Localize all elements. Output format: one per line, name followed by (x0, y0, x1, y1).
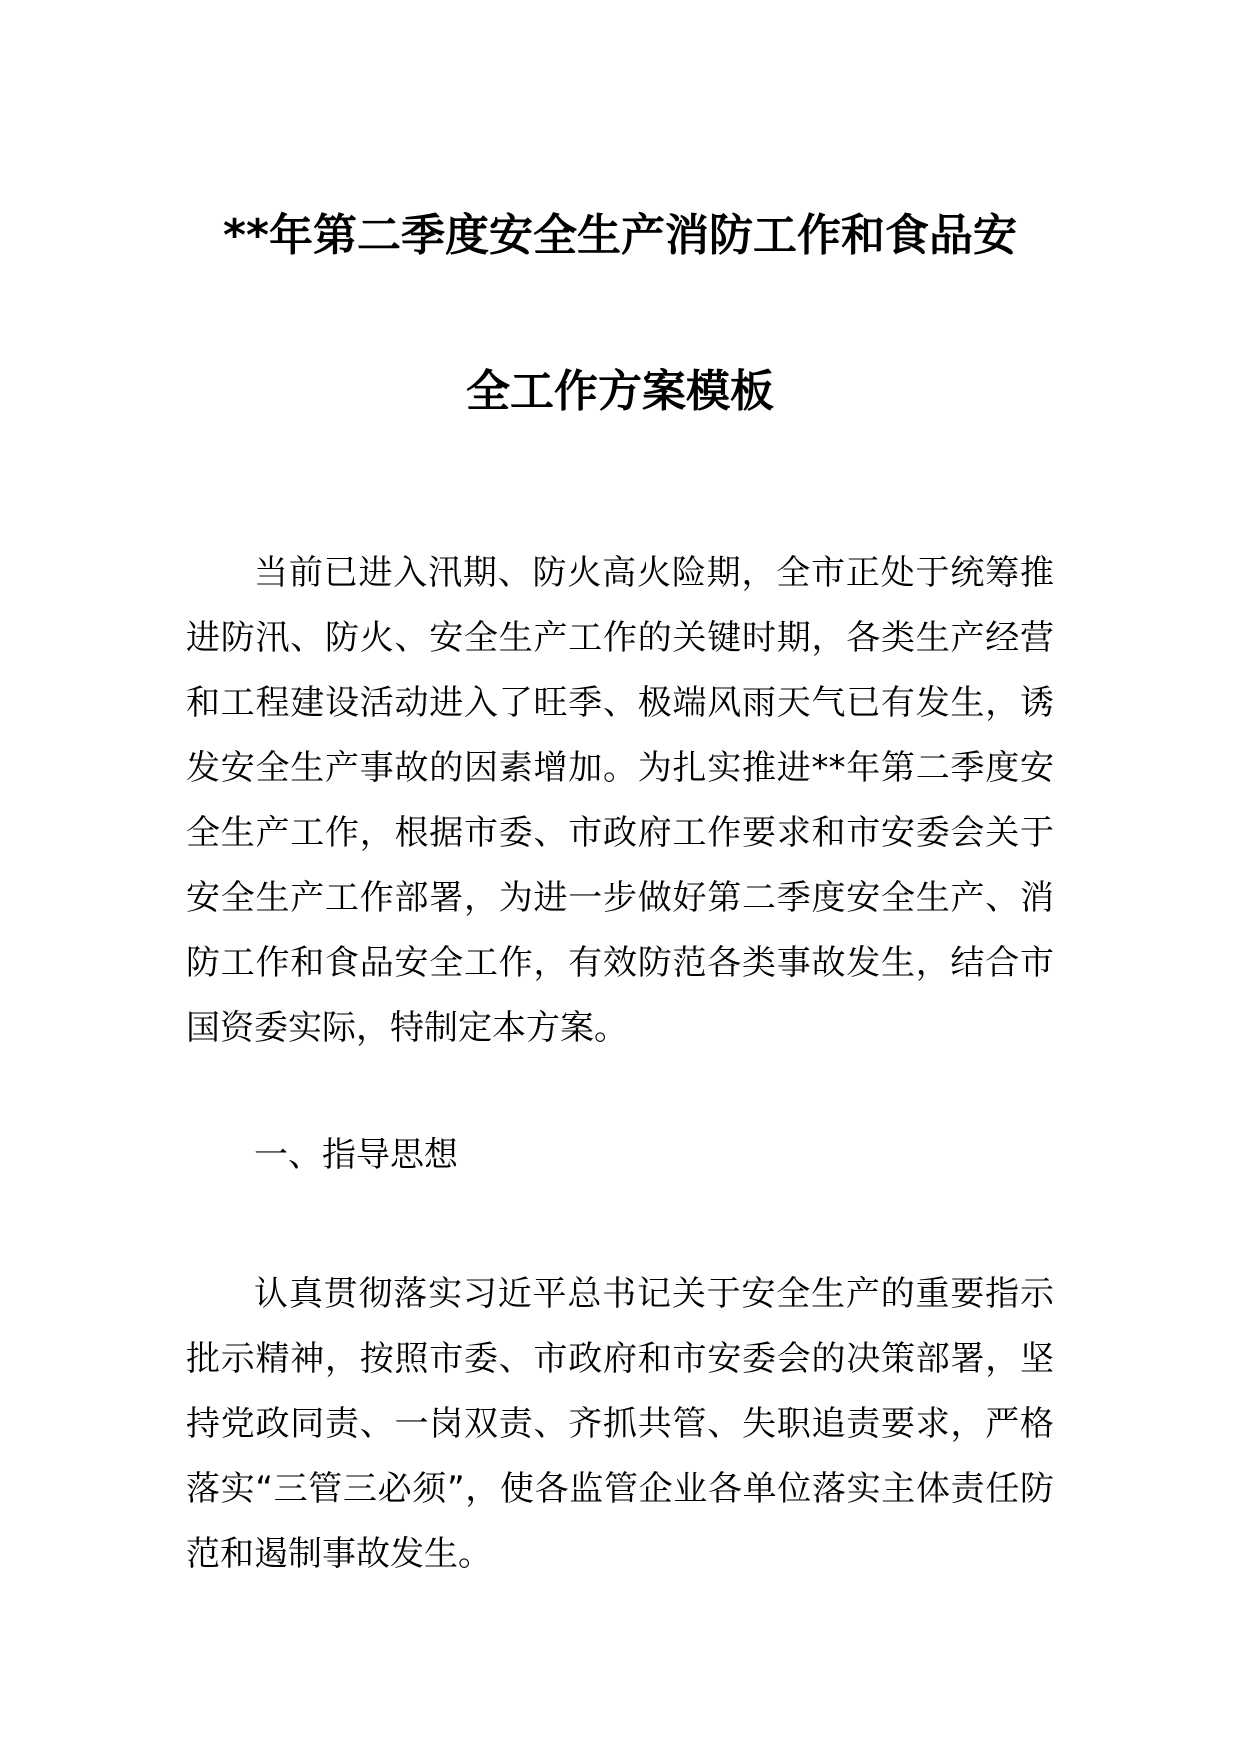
section-heading-guiding-ideology: 一、指导思想 (254, 1135, 458, 1175)
guiding-ideology-paragraph: 认真贯彻落实习近平总书记关于安全生产的重要指示批示精神，按照市委、市政府和市安委会的决策部署，坚持党政同责、一岗双责、齐抓共管、失职追责要求，严格落实“三管三必须”，使各监管企业各单位落实主体责任防范和遏制事故发生。 (186, 1274, 1054, 1574)
document-title-line-1: **年第二季度安全生产消防工作和食品安 (222, 210, 1018, 261)
document-title-line-2: 全工作方案模板 (466, 366, 774, 417)
intro-paragraph: 当前已进入汛期、防火高火险期，全市正处于统筹推进防汛、防火、安全生产工作的关键时期，各类生产经营和工程建设活动进入了旺季、极端风雨天气已有发生，诱发安全生产事故的因素增加。为扎实推进**年第二季度安全生产工作，根据市委、市政府工作要求和市安委会关于安全生产工作部署，为进一步做好第二季度安全生产、消防工作和食品安全工作，有效防范各类事故发生，结合市国资委实际，特制定本方案。 (186, 553, 1054, 1048)
